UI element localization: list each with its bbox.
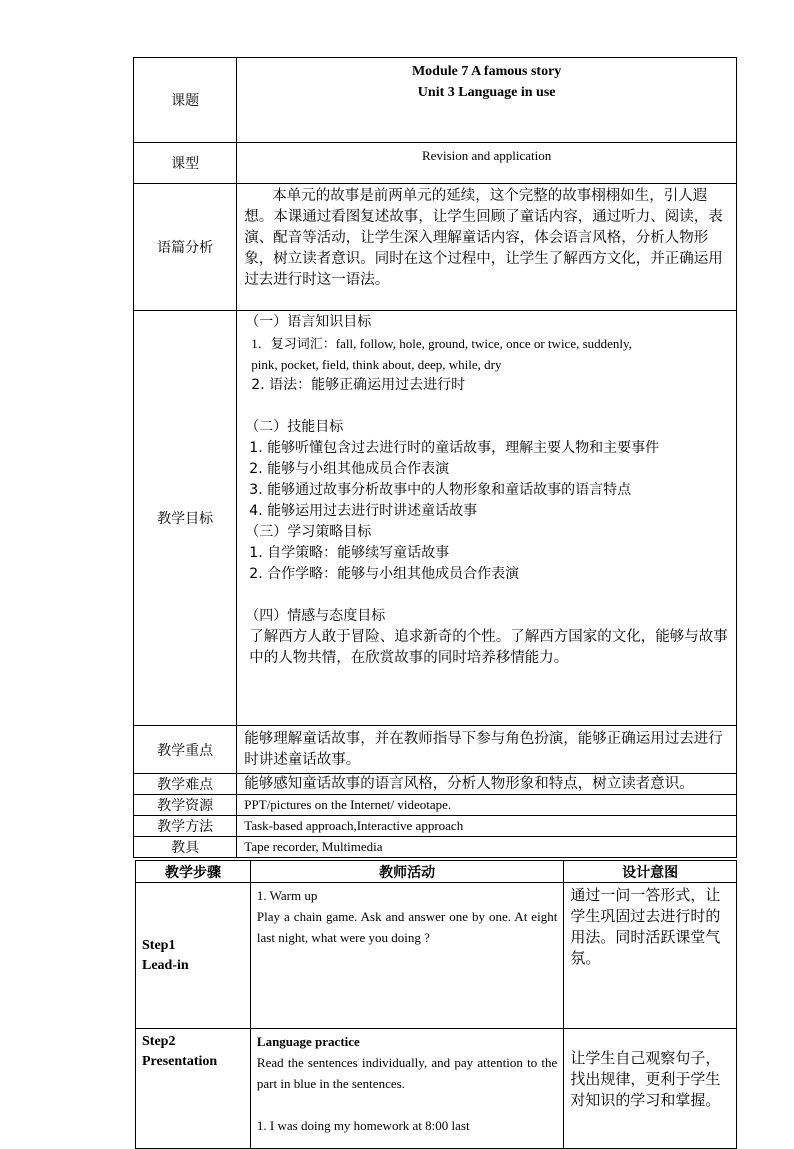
difficulty-label: 教学难点: [134, 774, 237, 795]
col-teacher-header: 教师活动: [250, 861, 563, 883]
obj-heading-4: （四）情感与态度目标: [245, 608, 386, 624]
type-label: 课型: [134, 143, 237, 184]
intent-text: 让学生自己观察句子，找出规律，更利于学生对知识的学习和掌握。: [570, 1049, 721, 1109]
methods-text: Task-based approach,Interactive approach: [244, 818, 464, 833]
obj-1-1: 1．复习词汇：fall, follow, hole, ground, twice, once or twice, suddenly,: [251, 336, 632, 351]
analysis-text: 本单元的故事是前两单元的延续，这个完整的故事栩栩如生，引人遐想。本课通过看图复述故事，让学生回顾了童话内容，通过听力、阅读，表演、配音等活动，让学生深入理解童话内容，体会语言风格，分析人物形象，树立读者意识。同时在这个过程中，让学生了解西方文化，并正确运用过去进行时这一语法。: [244, 188, 723, 288]
methods-label: 教学方法: [134, 816, 237, 837]
title-line-unit: Unit 3 Language in use: [417, 85, 556, 100]
obj-2-4: 4. 能够运用过去进行时讲述童话故事: [249, 503, 478, 519]
topic-cell: [237, 58, 737, 143]
obj-2-2: 2. 能够与小组其他成员合作表演: [249, 461, 450, 477]
obj-1-2: 2. 语法：能够正确运用过去进行时: [251, 377, 466, 393]
row-tools: [134, 837, 737, 858]
row-analysis: [134, 184, 737, 311]
key-text: 能够理解童话故事，并在教师指导下参与角色扮演，能够正确运用过去进行时讲述童话故事。: [244, 731, 723, 768]
title-line-module: Module 7 A famous story: [411, 64, 562, 79]
step-number: Step2: [142, 1034, 176, 1049]
analysis-label: 语篇分析: [134, 184, 237, 311]
difficulty-text: 能够感知童话故事的语言风格，分析人物形象和特点，树立读者意识。: [244, 776, 694, 792]
objectives-cell: [237, 311, 737, 726]
obj-heading-2: （二）技能目标: [245, 419, 344, 435]
objectives-label: 教学目标: [134, 311, 237, 726]
obj-4-text: 了解西方人敢于冒险、追求新奇的个性。了解西方国家的文化，能够与故事中的人物共情，在欣赏故事的同时培养移情能力。: [249, 629, 728, 666]
tools-cell: [237, 837, 737, 858]
difficulty-cell: [237, 774, 737, 795]
tools-text: Tape recorder, Multimedia: [244, 839, 383, 854]
topic-label: 课题: [134, 58, 237, 143]
row-objectives: [134, 311, 737, 726]
step-name: Lead-in: [142, 957, 189, 973]
row-type: [134, 143, 737, 184]
col-steps-header: 教学步骤: [136, 861, 251, 883]
step-row: [136, 883, 737, 1029]
steps-table: [135, 860, 737, 1149]
resources-text: PPT/pictures on the Internet/ videotape.: [244, 797, 452, 812]
obj-3-1: 1. 自学策略：能够续写童话故事: [249, 545, 450, 561]
row-key-points: [134, 726, 737, 774]
step-cell: [136, 1029, 251, 1149]
step-row: [136, 1029, 737, 1149]
obj-1-1b: pink, pocket, field, think about, deep, while, dry: [251, 357, 502, 372]
intent-cell: [564, 883, 737, 1029]
activity-text: Read the sentences individually, and pay attention to the part in blue in the sentences.: [256, 1055, 558, 1091]
analysis-cell: [237, 184, 737, 311]
intent-cell: [564, 1029, 737, 1149]
activity-title: 1. Warm up: [256, 888, 318, 903]
steps-header-row: [136, 861, 737, 883]
tools-label: 教具: [134, 837, 237, 858]
intent-text: 通过一问一答形式，让学生巩固过去进行时的用法。同时活跃课堂气氛。: [570, 886, 721, 967]
row-methods: [134, 816, 737, 837]
row-topic: [134, 58, 737, 143]
row-difficulty: [134, 774, 737, 795]
lesson-info-table: [133, 57, 737, 858]
obj-heading-1: （一）语言知识目标: [245, 314, 372, 330]
step-name: Presentation: [142, 1054, 218, 1069]
activity-cell: [250, 883, 563, 1029]
row-resources: [134, 795, 737, 816]
obj-2-1: 1. 能够听懂包含过去进行时的童话故事，理解主要人物和主要事件: [249, 440, 660, 456]
key-cell: [237, 726, 737, 774]
obj-heading-3: （三）学习策略目标: [245, 524, 372, 540]
step-cell: [136, 883, 251, 1029]
obj-3-2: 2. 合作学略：能够与小组其他成员合作表演: [249, 566, 520, 582]
col-intent-header: 设计意图: [564, 861, 737, 883]
activity-extra: 1. I was doing my homework at 8:00 last: [256, 1118, 470, 1133]
type-cell: [237, 143, 737, 184]
activity-text: Play a chain game. Ask and answer one by one. At eight last night, what were you doing ?: [256, 909, 558, 945]
step-number: Step1: [142, 937, 176, 953]
type-value: Revision and application: [422, 148, 552, 163]
methods-cell: [237, 816, 737, 837]
activity-cell: [250, 1029, 563, 1149]
resources-label: 教学资源: [134, 795, 237, 816]
obj-2-3: 3. 能够通过故事分析故事中的人物形象和童话故事的语言特点: [249, 482, 632, 498]
activity-title: Language practice: [256, 1034, 360, 1049]
resources-cell: [237, 795, 737, 816]
key-label: 教学重点: [134, 726, 237, 774]
